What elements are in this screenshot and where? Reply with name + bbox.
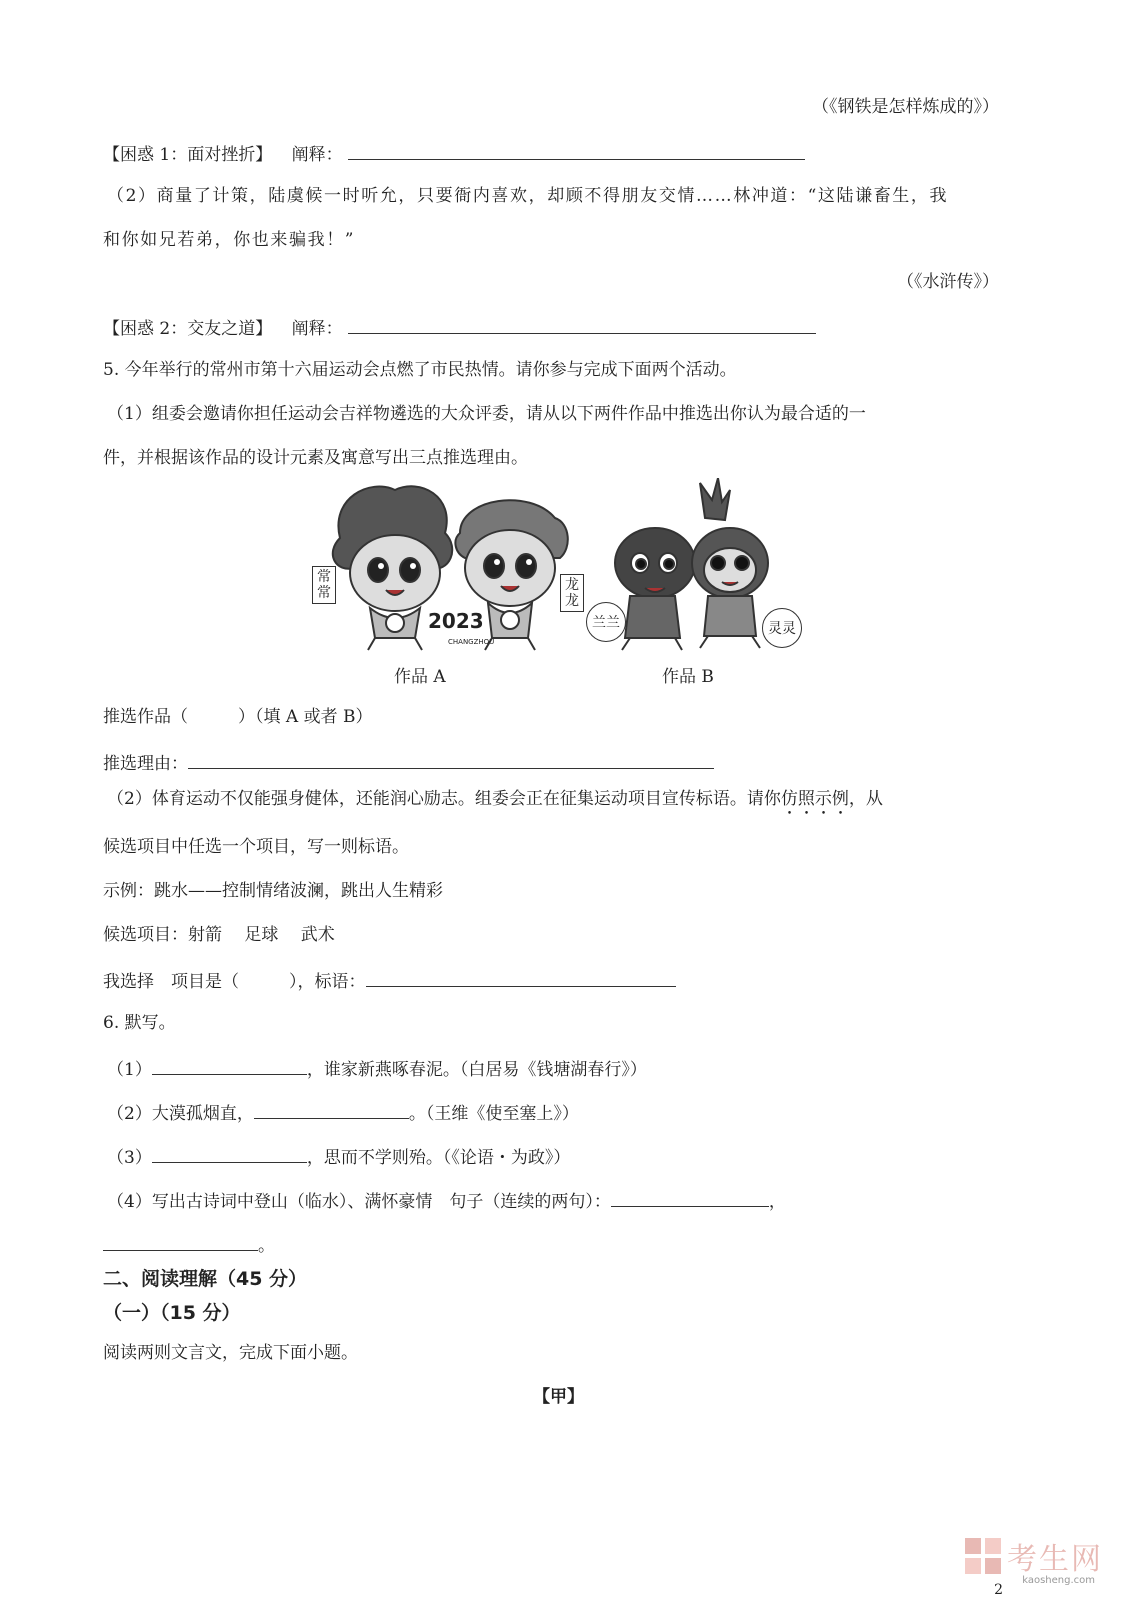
- candidates-line: 候选项目：射箭 足球 武术: [103, 925, 335, 945]
- tag-changchang: 常常: [312, 566, 336, 604]
- reason-label: 推选理由：: [103, 754, 188, 774]
- watermark: [963, 1534, 1103, 1578]
- question-6-2-blank[interactable]: [254, 1100, 409, 1119]
- question-6-2-prefix: （2）大漠孤烟直，: [107, 1104, 254, 1124]
- part-1-heading: （一）（15 分）: [103, 1302, 241, 1324]
- source-citation-steel: （《钢铁是怎样炼成的》）: [812, 97, 999, 117]
- question-6-4: [107, 1188, 786, 1213]
- mascot-illustration: [310, 478, 810, 658]
- my-choice-suffix: ），标语：: [289, 972, 366, 992]
- puzzle-1-answer-blank[interactable]: [348, 141, 805, 160]
- question-6-4-line-2: [103, 1232, 275, 1257]
- mascot-city: CHANGZHOU: [448, 638, 495, 646]
- puzzle-2-label: 【困惑 2：交友之道】: [103, 319, 273, 339]
- my-choice-row: [103, 968, 676, 993]
- question-5: 5. 今年举行的常州市第十六届运动会点燃了市民热情。请你参与完成下面两个活动。: [103, 360, 737, 380]
- kaosheng-logo-icon: [963, 1536, 1003, 1576]
- question-5-1-line-2: 件，并根据该作品的设计元素及寓意写出三点推选理由。: [103, 448, 528, 468]
- question-6-4-prefix: （4）写出古诗词中登山（临水）、满怀豪情 句子（连续的两句）：: [107, 1192, 611, 1212]
- choose-work-prefix: 推选作品（: [103, 707, 188, 727]
- watermark-text: 考生网: [1007, 1542, 1103, 1577]
- mascot-lingling: [692, 478, 768, 648]
- question-6-4-comma: ，: [768, 1192, 786, 1212]
- question-5-2-text: （2）体育运动不仅能强身健体，还能润心励志。组委会正在征集运动项目宣传标语。请你: [107, 789, 781, 809]
- tag-longlong: 龙龙: [560, 574, 584, 612]
- question-6-3-prefix: （3）: [107, 1148, 152, 1168]
- question-6-2-suffix: 。（王维《使至塞上》）: [408, 1104, 579, 1124]
- puzzle-1-explain-label: 阐释：: [291, 145, 343, 165]
- section-2-heading: 二、阅读理解（45 分）: [103, 1268, 308, 1290]
- tag-lingling: 灵灵: [762, 608, 802, 648]
- question-6-4-blank-2[interactable]: [103, 1232, 258, 1251]
- question-5-2-text-end: ，从: [848, 789, 883, 809]
- question-6-1-blank[interactable]: [152, 1056, 307, 1075]
- question-5-2-line-2: 候选项目中任选一个项目，写一则标语。: [103, 837, 409, 857]
- example-line: 示例：跳水——控制情绪波澜，跳出人生精彩: [103, 881, 443, 901]
- reason-row: [103, 750, 714, 775]
- choose-work-suffix: ）（填 A 或者 B）: [238, 707, 373, 727]
- question-4-2-line-2: 和你如兄若弟，你也来骗我！”: [103, 230, 356, 250]
- question-6-3-suffix: ，思而不学则殆。（《论语・为政》）: [306, 1148, 571, 1168]
- my-choice-prefix: 我选择 项目是（: [103, 972, 239, 992]
- question-6-1: [107, 1056, 647, 1081]
- caption-work-a: 作品 A: [394, 667, 446, 687]
- question-6-1-suffix: ，谁家新燕啄春泥。（白居易《钱塘湖春行》）: [306, 1060, 647, 1080]
- question-4-2-line-1: （2）商量了计策，陆虞候一时听允，只要衙内喜欢，却顾不得朋友交情……林冲道：“这陆谦畜生，我: [107, 186, 949, 206]
- question-6-1-prefix: （1）: [107, 1060, 152, 1080]
- question-5-2-emphasis: 仿照示例: [780, 789, 849, 809]
- mascot-figure: [310, 478, 810, 658]
- caption-work-b: 作品 B: [662, 667, 714, 687]
- puzzle-1-label: 【困惑 1：面对挫折】: [103, 145, 273, 165]
- passage-jia-heading: 【甲】: [533, 1387, 584, 1407]
- question-5-1-line-1: （1）组委会邀请你担任运动会吉祥物遴选的大众评委，请从以下两件作品中推选出你认为最合适的一: [107, 404, 866, 424]
- puzzle-1-row: [103, 141, 805, 166]
- question-5-2-line-1: [107, 788, 883, 819]
- mascot-lanlan: [615, 528, 695, 650]
- question-6-2: [107, 1100, 579, 1125]
- choose-work-row: [103, 706, 372, 728]
- tag-lanlan: 兰兰: [586, 602, 626, 642]
- question-6: 6. 默写。: [103, 1013, 176, 1033]
- page-number: 2: [994, 1582, 1003, 1598]
- puzzle-2-answer-blank[interactable]: [348, 315, 816, 334]
- question-6-4-blank-1[interactable]: [611, 1188, 769, 1207]
- puzzle-2-row: [103, 315, 816, 340]
- watermark-sub: kaosheng.com: [1022, 1575, 1095, 1586]
- puzzle-2-explain-label: 阐释：: [291, 319, 343, 339]
- question-6-3-blank[interactable]: [152, 1144, 307, 1163]
- slogan-blank[interactable]: [366, 968, 676, 987]
- question-6-3: [107, 1144, 570, 1169]
- reading-instruction: 阅读两则文言文，完成下面小题。: [103, 1343, 358, 1363]
- source-citation-water-margin: （《水浒传》）: [897, 272, 999, 292]
- question-6-4-end: 。: [258, 1236, 275, 1256]
- mascot-year: 2023: [428, 609, 484, 633]
- reason-blank[interactable]: [188, 750, 714, 769]
